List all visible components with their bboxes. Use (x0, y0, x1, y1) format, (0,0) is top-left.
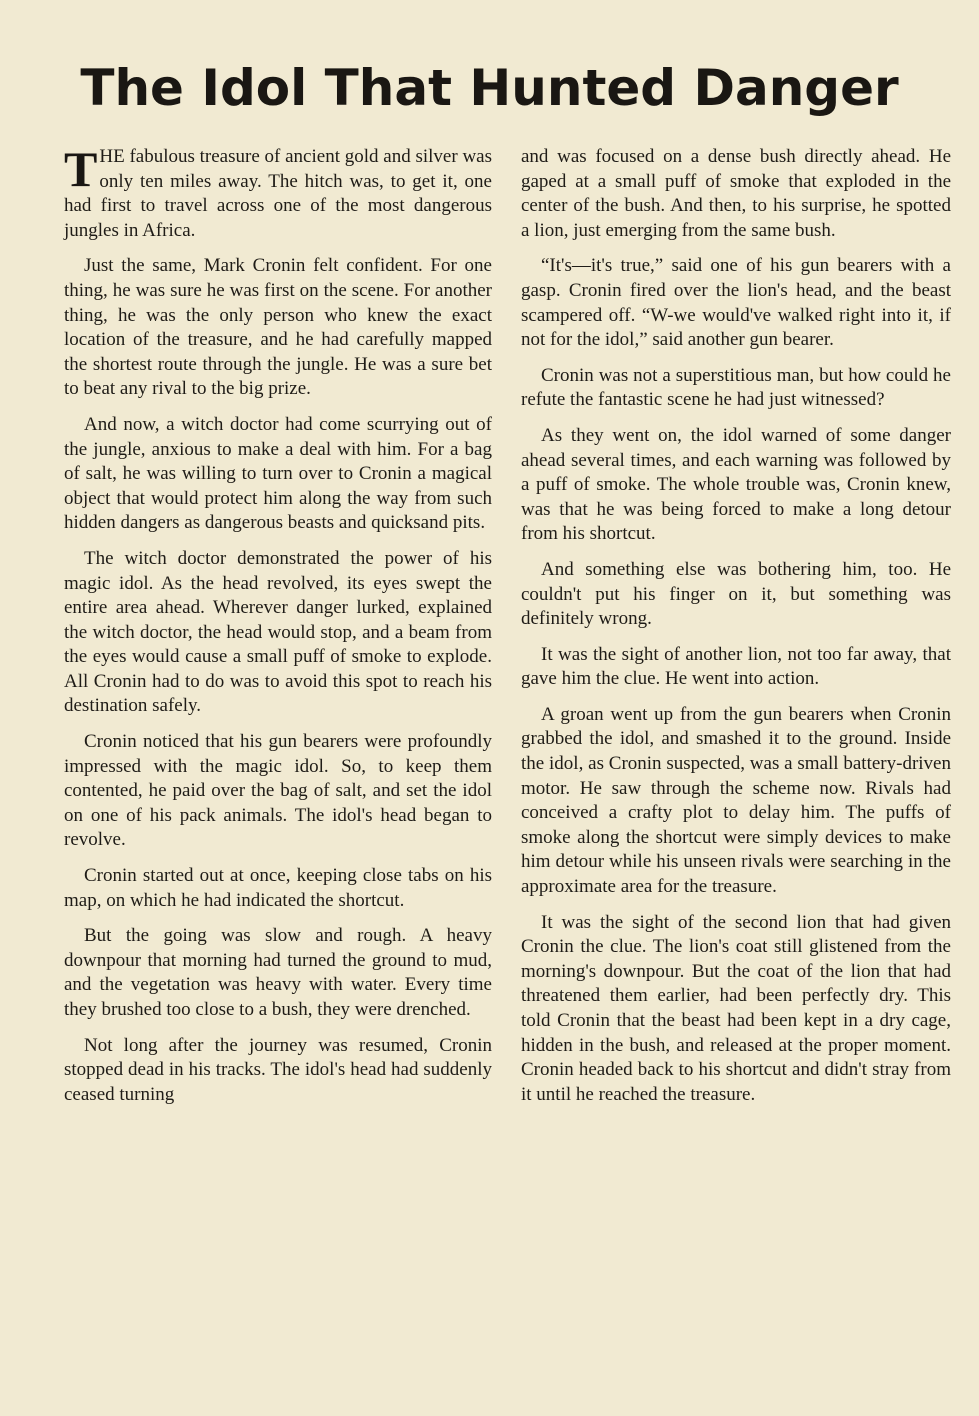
paragraph-6: Cronin started out at once, keeping close tabs on his map, on which he had indicated the shortcut. (64, 865, 492, 911)
opening-caps: HE (99, 146, 125, 167)
paragraph-5: Cronin noticed that his gun bearers were profoundly impressed with the magic idol. So, to keep them contented, he paid over the bag of salt, and set the idol on one of his pack animals. The idol's head began to revolve. (64, 731, 492, 851)
paragraph-9: “It's—it's true,” said one of his gun bearers with a gasp. Cronin fired over the lion's head, and the beast scampered off. “W-we would've walked right into it, if not for the idol,” said another gun bearer. (521, 255, 951, 351)
paragraph-10: Cronin was not a superstitious man, but how could he refute the fantastic scene he had just witnessed? (521, 364, 951, 411)
paragraph-1 (64, 141, 492, 243)
paragraph-7: But the going was slow and rough. A heavy downpour that morning had turned the ground to mud, and the vegetation was heavy with water. Every time they brushed too close to a bush, they were drenched. (64, 925, 492, 1020)
paragraph-14: A groan went up from the gun bearers when Cronin grabbed the idol, and smashed it to the ground. Inside the idol, as Cronin suspected, was a small battery-driven motor. He saw through the scheme now. Rivals had conceived a crafty plot to delay him. The puffs of smoke along the shortcut were simply devices to make him detour while his unseen rivals were searching in the approximate area for the treasure. (521, 703, 951, 898)
paragraph-1-text: fabulous treasure of ancient gold and silver was only ten miles away. The hitch was, to get it, one had first to travel across one of the most dangerous jungles in Africa. (64, 146, 492, 241)
paragraph-4: The witch doctor demonstrated the power of his magic idol. As the head revolved, its eyes swept the entire area ahead. Wherever danger lurked, explained the witch doctor, the head would stop, and a beam from the eyes would cause a small puff of smoke to explode. All Cronin had to do was to avoid this spot to reach his destination safely. (64, 547, 492, 717)
paragraph-3: And now, a witch doctor had come scurrying out of the jungle, anxious to make a deal with him. For a bag of salt, he was willing to turn over to Cronin a magical object that would protect him along the way from such hidden dangers as dangerous beasts and quicksand pits. (64, 413, 492, 534)
paragraph-12: And something else was bothering him, too. He couldn't put his finger on it, but something was definitely wrong. (521, 558, 951, 630)
article-title: The Idol That Hunted Danger (80, 59, 899, 117)
paragraph-8: Not long after the journey was resumed, Cronin stopped dead in his tracks. The idol's head had suddenly ceased turning (64, 1034, 492, 1105)
paragraph-continued: and was focused on a dense bush directly ahead. He gaped at a small puff of smoke that exploded in the center of the bush. And then, to his surprise, he spotted a lion, just emerging from the same bush. (521, 146, 951, 241)
paragraph-11: As they went on, the idol warned of some danger ahead several times, and each warning was followed by a puff of smoke. The whole trouble was, Cronin knew, was that he was being forced to make a long detour from his shortcut. (521, 424, 951, 545)
paragraph-13: It was the sight of another lion, not too far away, that gave him the clue. He went into action. (521, 643, 951, 690)
left-column (64, 141, 492, 1118)
right-column (521, 145, 951, 1118)
drop-cap: T (64, 141, 98, 197)
paragraph-2: Just the same, Mark Cronin felt confident. For one thing, he was sure he was first on the scene. For another thing, he was the only person who knew the exact location of the treasure, and he had carefully mapped the shortest route through the jungle. He was a sure bet to beat any rival to the big prize. (64, 255, 492, 400)
paragraph-15: It was the sight of the second lion that had given Cronin the clue. The lion's coat still glistened from the morning's downpour. But the coat of the lion that had threatened them earlier, had been perfectly dry. This told Cronin that the beast had been kept in a dry cage, hidden in the bush, and released at the proper moment. Cronin headed back to his shortcut and didn't stray from it until he reached the treasure. (521, 911, 951, 1105)
